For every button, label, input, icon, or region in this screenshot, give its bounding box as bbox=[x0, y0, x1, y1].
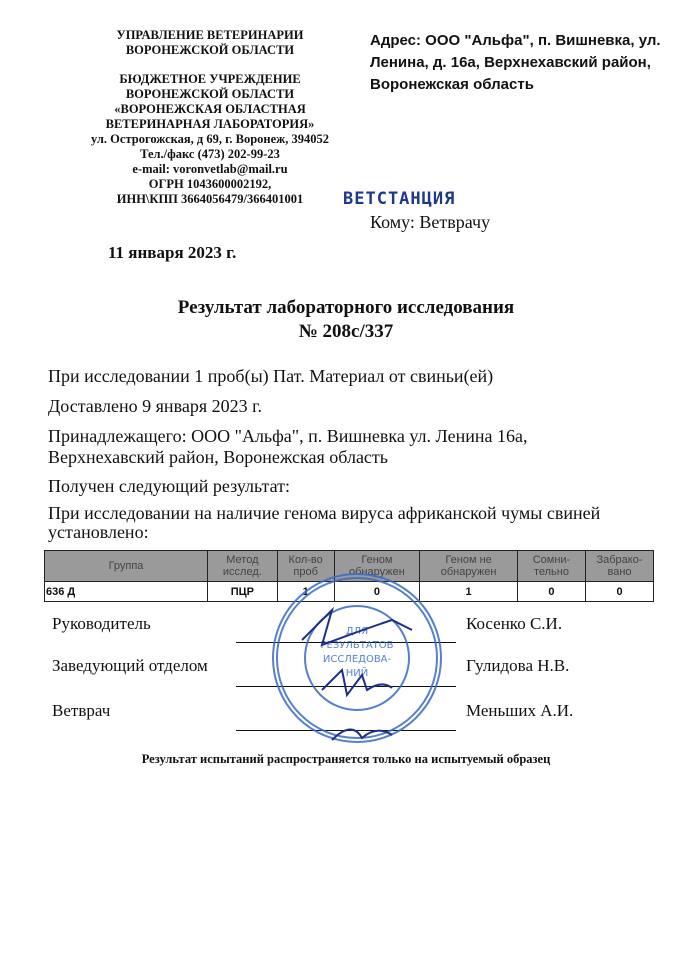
cell: 0 bbox=[334, 582, 420, 602]
col-header: Метод исслед. bbox=[208, 551, 278, 582]
svg-text:ДЛЯ: ДЛЯ bbox=[345, 626, 369, 637]
signature-name: Косенко С.И. bbox=[466, 614, 563, 633]
col-header: Кол-во проб bbox=[277, 551, 334, 582]
svg-text:ИССЛЕДОВА-: ИССЛЕДОВА- bbox=[322, 654, 392, 665]
cell: 0 bbox=[517, 582, 585, 602]
col-header: Сомни-тельно bbox=[517, 551, 585, 582]
document-number: № 208с/337 bbox=[298, 321, 394, 342]
cell: 0 bbox=[586, 582, 654, 602]
signature-role: Ветврач bbox=[52, 701, 111, 720]
result-intro: Получен следующий результат: bbox=[48, 476, 291, 496]
letterhead-line: ВЕТЕРИНАРНАЯ ЛАБОРАТОРИЯ» bbox=[105, 117, 315, 131]
recipient: Кому: Ветврачу bbox=[370, 212, 491, 232]
owner-info: Принадлежащего: ООО "Альфа", п. Вишневка ул. Ленина 16а, Верхнехавский район, Воронежская область bbox=[48, 426, 528, 467]
test-description: При исследовании на наличие генома вируса африканской чумы свиней установлено: bbox=[48, 503, 601, 542]
cell: 1 bbox=[277, 582, 334, 602]
svg-text:РЕЗУЛЬТАТОВ: РЕЗУЛЬТАТОВ bbox=[320, 640, 394, 651]
lab-letterhead bbox=[60, 28, 360, 207]
letterhead-line: ИНН\КПП 3664056479/366401001 bbox=[116, 192, 304, 206]
signature-role: Руководитель bbox=[52, 614, 151, 633]
col-header: Забрако-вано bbox=[586, 551, 654, 582]
vetstation-stamp: ВЕТСТАНЦИЯ bbox=[343, 189, 456, 209]
sample-info: При исследовании 1 проб(ы) Пат. Материал от свиньи(ей) bbox=[48, 366, 494, 386]
letterhead-line: ОГРН 1043600002192, bbox=[148, 177, 272, 191]
signature-role: Заведующий отделом bbox=[52, 656, 208, 675]
client-address: Адрес: ООО "Альфа", п. Вишневка, ул. Ленина, д. 16а, Верхнехавский район, Воронежская область bbox=[370, 32, 661, 93]
signature-name: Меньших А.И. bbox=[466, 701, 574, 720]
delivery-date: Доставлено 9 января 2023 г. bbox=[48, 396, 262, 416]
letterhead-line: ВОРОНЕЖСКОЙ ОБЛАСТИ bbox=[125, 43, 295, 57]
letterhead-line: БЮДЖЕТНОЕ УЧРЕЖДЕНИЕ bbox=[119, 72, 301, 86]
letterhead-line: e-mail: voronvetlab@mail.ru bbox=[132, 162, 288, 176]
document-date: 11 января 2023 г. bbox=[108, 243, 237, 262]
letterhead-line: ул. Острогожская, д 69, г. Воронеж, 394052 bbox=[90, 132, 329, 146]
cell: 1 bbox=[420, 582, 518, 602]
col-header: Группа bbox=[45, 551, 208, 582]
col-header: Геном обнаружен bbox=[334, 551, 420, 582]
col-header: Геном не обнаружен bbox=[420, 551, 518, 582]
svg-text:НИЙ: НИЙ bbox=[345, 668, 369, 679]
cell: ПЦР bbox=[208, 582, 278, 602]
letterhead-line: ВОРОНЕЖСКОЙ ОБЛАСТИ bbox=[125, 87, 295, 101]
signature-name: Гулидова Н.В. bbox=[466, 656, 570, 675]
letterhead-line: Тел./факс (473) 202-99-23 bbox=[140, 147, 280, 161]
letterhead-line: УПРАВЛЕНИЕ ВЕТЕРИНАРИИ bbox=[116, 28, 304, 42]
lab-seal bbox=[262, 570, 452, 750]
letterhead-line: «ВОРОНЕЖСКАЯ ОБЛАСТНАЯ bbox=[114, 102, 306, 116]
footer-note: Результат испытаний распространяется только на испытуемый образец bbox=[141, 752, 551, 766]
document-title bbox=[0, 296, 692, 344]
cell: 636 Д bbox=[45, 582, 208, 602]
title-text: Результат лабораторного исследования bbox=[177, 297, 515, 318]
